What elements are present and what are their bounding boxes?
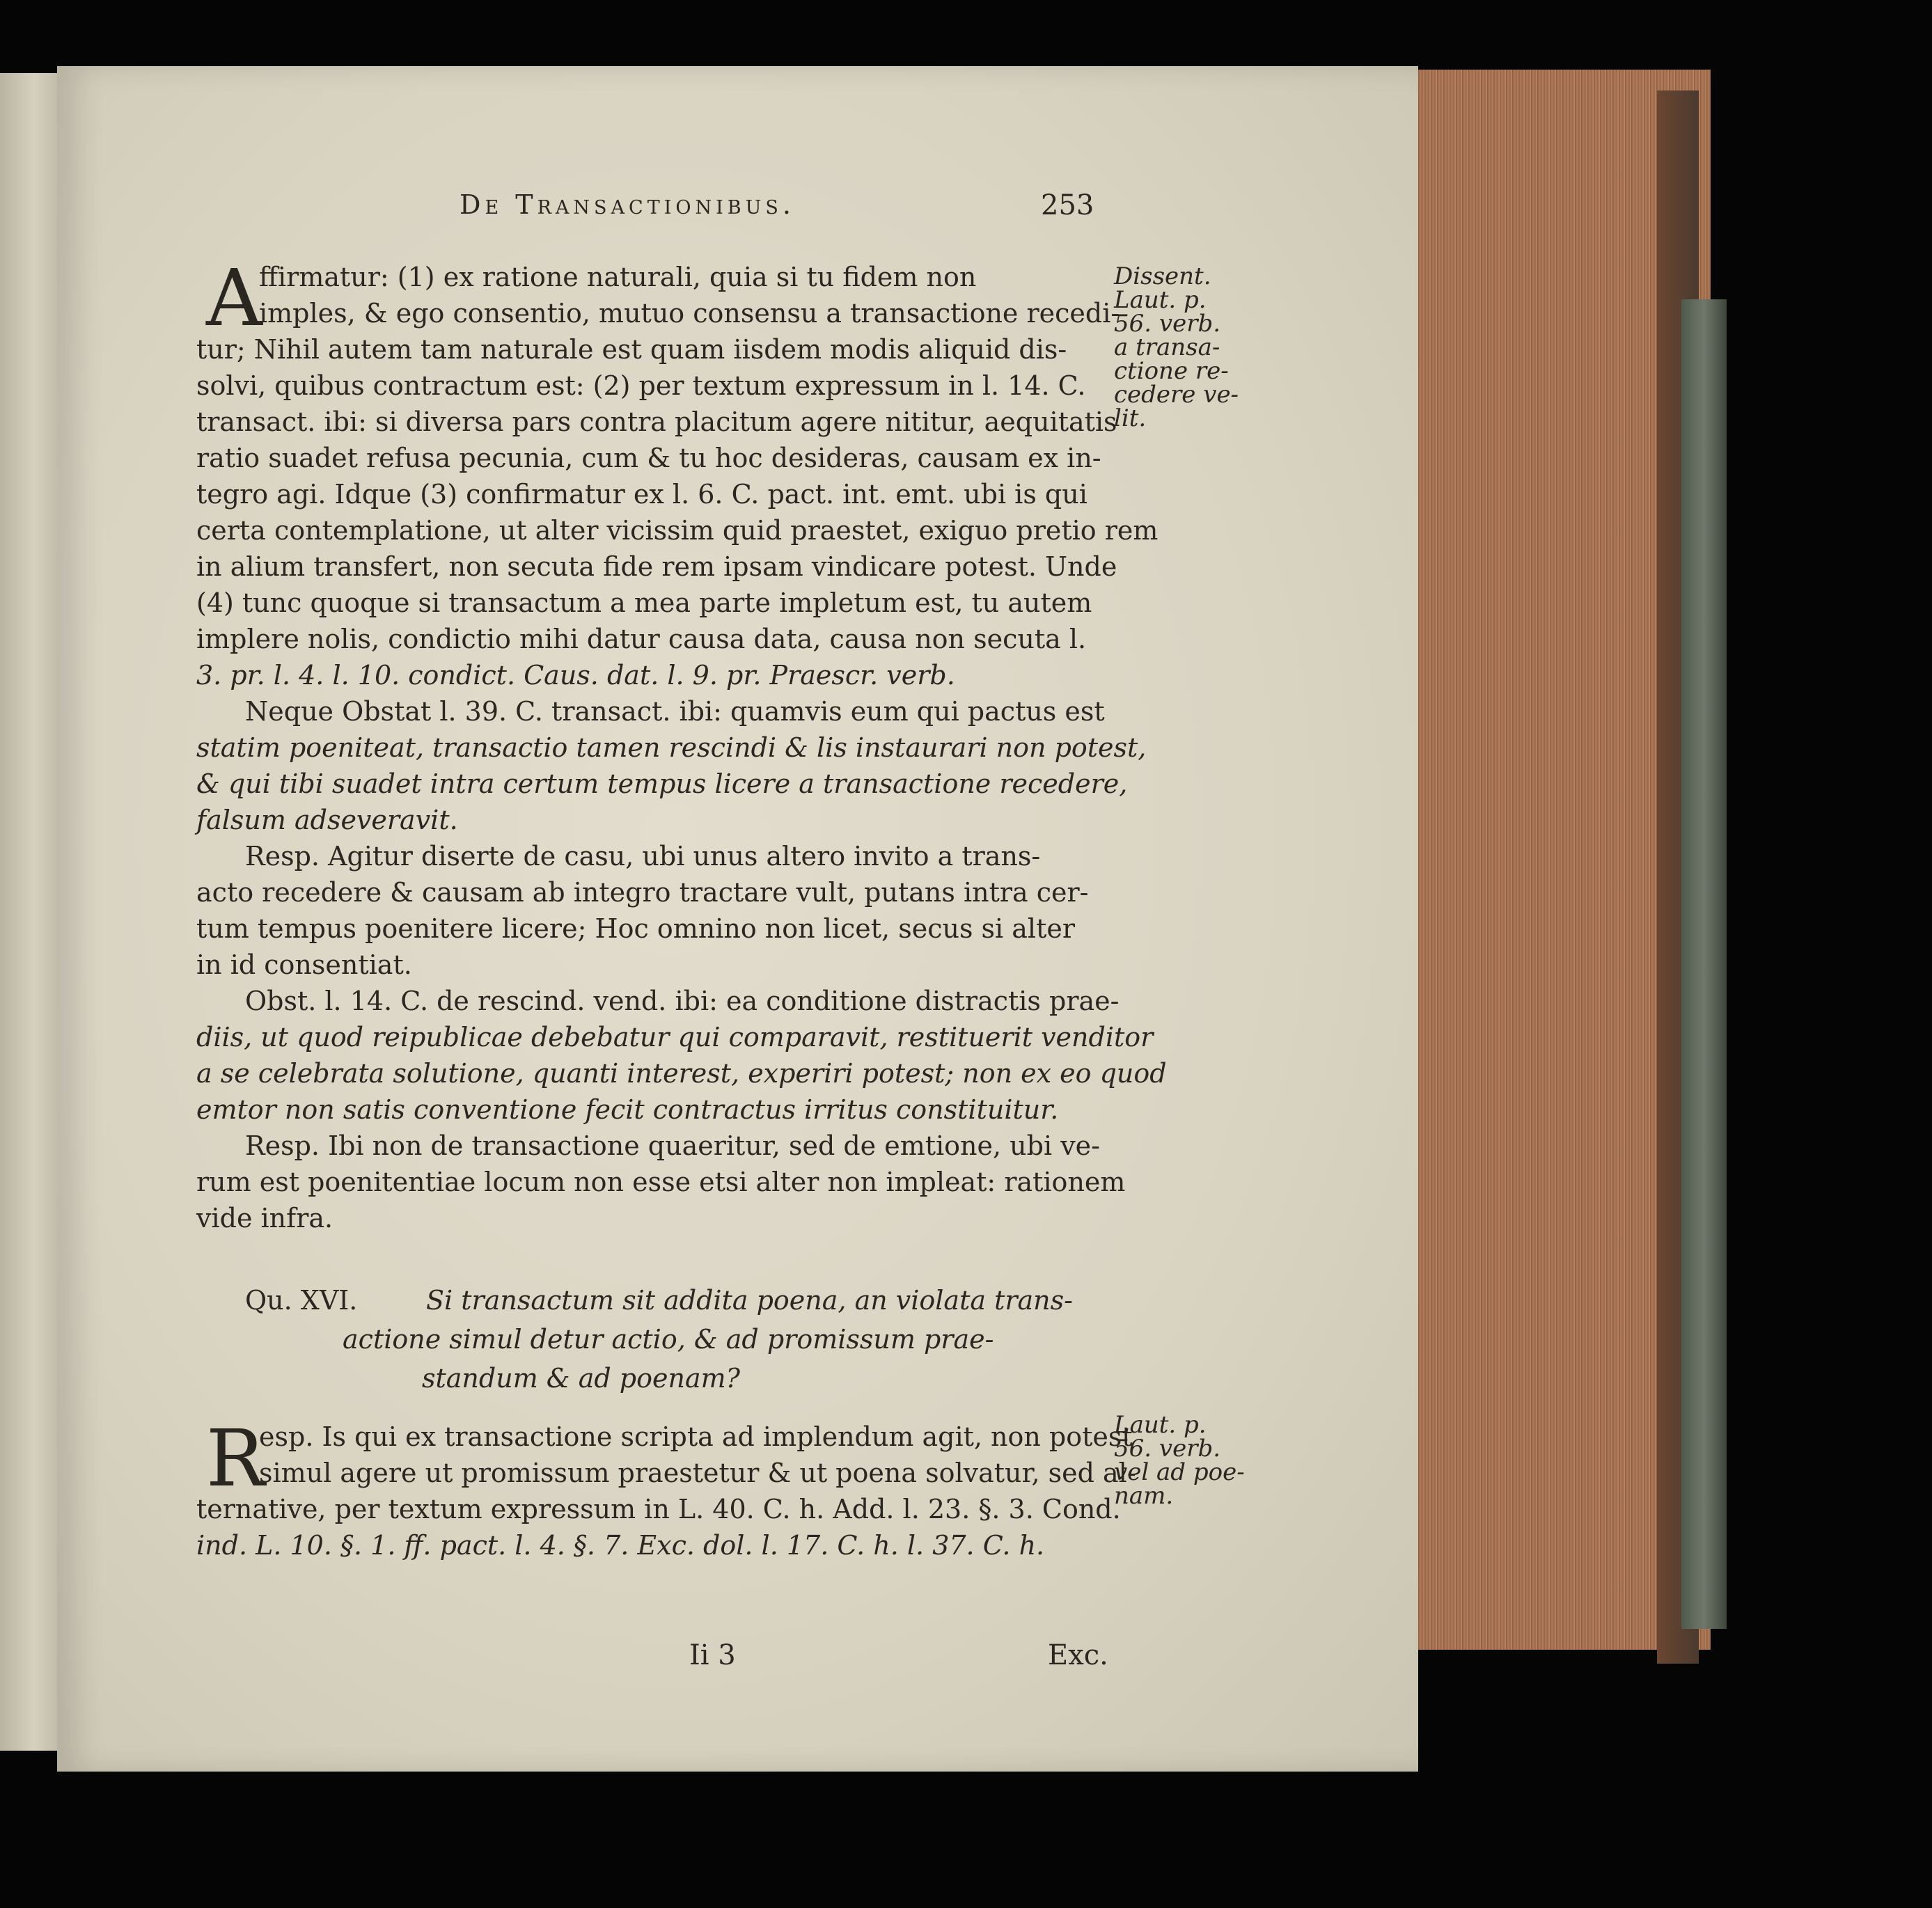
running-head: De Transactionibus. (460, 189, 795, 220)
margin-note: Laut. p. 56. verb. vel ad poe- nam. (1114, 1411, 1245, 1510)
text-line: esp. Is qui ex transactione scripta ad implendum agit, non potest (259, 1421, 1133, 1452)
text-line: a se celebrata solutione, quanti interest, experiri potest; non ex eo quod (196, 1058, 1167, 1089)
text-line: 3. pr. l. 4. l. 10. condict. Caus. dat. l. 9. pr. Praescr. verb. (196, 660, 955, 691)
text-line: tum tempus poenitere licere; Hoc omnino non licet, secus si alter (196, 913, 1075, 944)
text-line: in alium transfert, non secuta fide rem ipsam vindicare potest. Unde (196, 551, 1117, 582)
text-line: ternative, per textum expressum in L. 40. C. h. Add. l. 23. §. 3. Cond. (196, 1494, 1121, 1524)
text-line: in id consentiat. (196, 949, 412, 980)
text-line: ffirmatur: (1) ex ratione naturali, quia si tu fidem non (259, 262, 977, 292)
text-line: rum est poenitentiae locum non esse etsi alter non impleat: rationem (196, 1167, 1126, 1197)
drop-cap-r: R (206, 1414, 265, 1504)
text-line: implere nolis, condictio mihi datur causa data, causa non secuta l. (196, 624, 1087, 654)
page-number: 253 (1041, 189, 1094, 221)
text-line: (4) tunc quoque si transactum a mea parte impletum est, tu autem (196, 588, 1092, 618)
text-line: solvi, quibus contractum est: (2) per textum expressum in l. 14. C. (196, 370, 1086, 401)
text-line: Neque Obstat l. 39. C. transact. ibi: quamvis eum qui pactus est (245, 696, 1105, 727)
text-line: ind. L. 10. §. 1. ff. pact. l. 4. §. 7. Exc. dol. l. 17. C. h. l. 37. C. h. (196, 1530, 1045, 1561)
text-line: transact. ibi: si diversa pars contra placitum agere nititur, aequitatis (196, 407, 1117, 437)
text-line: falsum adseveravit. (196, 805, 458, 835)
text-line: acto recedere & causam ab integro tractare vult, putans intra cer- (196, 877, 1089, 908)
margin-note: Dissent. Laut. p. 56. verb. a transa- ctione re- cedere ve- lit. (1114, 262, 1239, 432)
text-line: certa contemplatione, ut alter vicissim quid praestet, exiguo pretio rem (196, 515, 1159, 546)
text-line: emtor non satis conventione fecit contractus irritus constituitur. (196, 1094, 1059, 1125)
text-line: statim poeniteat, transactio tamen rescindi & lis instaurari non potest, (196, 732, 1147, 763)
book-cover-edge (1681, 299, 1727, 1629)
text-line: Resp. Ibi non de transactione quaeritur, sed de emtione, ubi ve- (245, 1130, 1101, 1161)
question-label: Qu. XVI. (245, 1285, 358, 1316)
left-page-edge (0, 73, 57, 1751)
text-line: imples, & ego consentio, mutuo consensu a transactione recedi- (259, 298, 1120, 329)
text-line: & qui tibi suadet intra certum tempus licere a transactione recedere, (196, 768, 1128, 799)
signature-mark: Ii 3 (689, 1639, 736, 1671)
question-line: Si transactum sit addita poena, an violata trans- (426, 1285, 1073, 1316)
text-line: simul agere ut promissum praestetur & ut poena solvatur, sed al- (259, 1458, 1136, 1488)
text-line: Resp. Agitur diserte de casu, ubi unus altero invito a trans- (245, 841, 1041, 872)
text-line: ratio suadet refusa pecunia, cum & tu hoc desideras, causam ex in- (196, 443, 1101, 473)
text-line: tur; Nihil autem tam naturale est quam iisdem modis aliquid dis- (196, 334, 1067, 365)
text-line: Obst. l. 14. C. de rescind. vend. ibi: ea conditione distractis prae- (245, 986, 1120, 1016)
text-line: vide infra. (196, 1203, 333, 1233)
text-line: diis, ut quod reipublicae debebatur qui comparavit, restituerit venditor (196, 1022, 1154, 1052)
drop-cap-a: A (206, 253, 262, 344)
text-line: tegro agi. Idque (3) confirmatur ex l. 6. C. pact. int. emt. ubi is qui (196, 479, 1087, 510)
question-line: actione simul detur actio, & ad promissum prae- (343, 1324, 994, 1355)
question-line: standum & ad poenam? (422, 1363, 741, 1394)
catchword: Exc. (1048, 1639, 1108, 1671)
